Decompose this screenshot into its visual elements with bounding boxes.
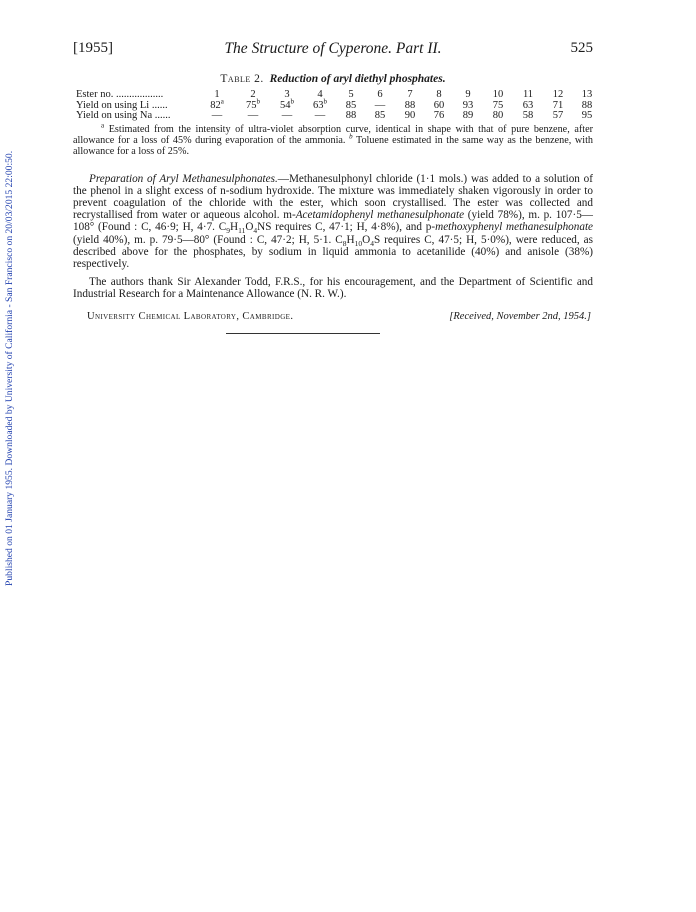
signature-block	[73, 311, 593, 325]
table-cell	[485, 111, 511, 122]
footnote-a-mark: a	[101, 121, 105, 130]
cell-value: 4	[317, 89, 323, 100]
cell-value: 63	[313, 99, 324, 111]
cell-value: —	[281, 110, 293, 121]
header-year: [1955]	[73, 40, 113, 56]
table-cell	[367, 111, 393, 122]
table-cell	[515, 111, 541, 122]
table-title: Reduction of aryl diethyl phosphates.	[269, 73, 446, 85]
text-run: H	[230, 221, 239, 234]
table-cell	[426, 111, 452, 122]
table-cell	[338, 111, 364, 122]
cell-value: 76	[433, 110, 445, 121]
cell-value: 85	[345, 99, 357, 111]
cell-value: 6	[377, 89, 383, 100]
text-run: O	[245, 221, 254, 234]
header-title: The Structure of Cyperone. Part II.	[224, 40, 442, 57]
footnote-mark: b	[256, 97, 260, 105]
cell-value: 12	[552, 89, 564, 100]
table-cell	[574, 111, 600, 122]
cell-value: 80	[492, 110, 504, 121]
footnote-b-mark: b	[349, 132, 353, 141]
text-run: O	[362, 233, 371, 246]
row-label: Ester no. ..................	[76, 89, 164, 100]
text-run: S requires C, 47·5; H, 5·0%), were reduced, as described above for the phosphates, by sodium in liquid ammonia to acetanilide (40%) and anisole (38%) respectively.	[73, 233, 593, 270]
table-cell	[240, 111, 266, 122]
subscript: 4	[370, 238, 374, 248]
table-row	[73, 90, 593, 101]
cell-value: 7	[407, 89, 413, 100]
table-cell	[204, 111, 230, 122]
row-label: Yield on using Na ......	[76, 110, 171, 121]
table-footnotes	[73, 121, 594, 157]
cell-value: 57	[552, 110, 564, 121]
cell-value: 75	[492, 99, 504, 111]
text-run: —Methanesulphonyl chloride (1·1 mols.) was added to a solution of the phenol in a slight excess of n-sodium hydroxide. The mixture was immediately shaken vigorously in order to prevent coagulation of the chloride with the ester, which soon crystallised. The ester was collected and recrystallised from water or aqueous alcohol. m-	[73, 172, 593, 222]
cell-value: 88	[404, 99, 416, 111]
row-label: Yield on using Li ......	[76, 99, 168, 111]
cell-value: 63	[522, 99, 534, 111]
cell-value: 88	[345, 110, 357, 121]
cell-value: —	[247, 110, 259, 121]
table-row	[73, 111, 593, 122]
cell-value: 1	[214, 89, 220, 100]
cell-value: —	[374, 99, 386, 111]
subscript: 11	[238, 226, 246, 236]
subscript: 10	[354, 238, 363, 248]
cell-value: 60	[433, 99, 445, 111]
received-date: [Received, November 2nd, 1954.]	[449, 310, 591, 322]
cell-value: 90	[404, 110, 416, 121]
cell-value: 2	[250, 89, 256, 100]
cell-value: 85	[374, 110, 386, 121]
subscript: 8	[342, 238, 347, 248]
footnote-a: Estimated from the intensity of ultra-violet absorption curve, identical in shape with that of pure benzene, after allowance for a loss of 45% during evaporation of the ammonia.	[73, 123, 593, 146]
text-run: NS requires C, 47·1; H, 4·8%), and p-	[257, 221, 436, 234]
footnote-mark: b	[290, 97, 294, 105]
paragraph-methanesulphonates	[73, 173, 593, 271]
cell-value: 3	[284, 89, 290, 100]
cell-value: 75	[246, 99, 257, 111]
cell-value: —	[314, 110, 326, 121]
cell-value: 71	[552, 99, 564, 111]
cell-value: 88	[581, 99, 593, 111]
download-watermark: Published on 01 January 1955. Downloaded by University of California - San Francisco on 20/03/2015 22:00:50.	[4, 150, 15, 586]
cell-value: 82	[210, 99, 221, 111]
table-cell	[397, 111, 423, 122]
cell-value: 89	[462, 110, 474, 121]
paragraph-acknowledgements: The authors thank Sir Alexander Todd, F.R.S., for his encouragement, and the Department of Scientific and Industrial Research for a Maintenance Allowance (N. R. W.).	[73, 276, 593, 301]
subscript: 9	[226, 226, 230, 236]
end-rule	[226, 333, 380, 334]
cell-value: 58	[522, 110, 534, 121]
cell-value: 13	[581, 89, 593, 100]
page-content	[73, 40, 593, 334]
table-label: Table 2.	[220, 73, 264, 85]
cell-value: 54	[280, 99, 291, 111]
body-text	[73, 173, 593, 301]
cell-value: —	[211, 110, 223, 121]
text-run: H	[346, 233, 355, 246]
affiliation: University Chemical Laboratory, Cambridge.	[87, 310, 294, 322]
footnote-mark: b	[323, 97, 327, 105]
cell-value: 95	[581, 110, 593, 121]
running-header	[73, 40, 593, 62]
cell-value: 10	[492, 89, 504, 100]
footnote-mark: a	[220, 97, 224, 105]
table-cell	[545, 111, 571, 122]
text-run: (yield 40%), m. p. 79·5—80° (Found : C, 47·2; H, 5·1. C	[73, 233, 343, 246]
cell-value: 9	[465, 89, 471, 100]
cell-value: 5	[348, 89, 354, 100]
cell-value: 8	[436, 89, 442, 100]
table-caption	[73, 73, 593, 85]
section-heading: Preparation of Aryl Methanesulphonates.	[89, 172, 278, 185]
table-cell	[307, 111, 333, 122]
subscript: 4	[253, 226, 258, 236]
cell-value: 93	[462, 99, 474, 111]
compound-name: methoxyphenyl methanesulphonate	[435, 221, 594, 234]
text-run: (yield 78%), m. p. 107·5—108° (Found : C, 46·9; H, 4·7. C	[73, 209, 593, 234]
page-number: 525	[570, 40, 593, 56]
footnote-b: Toluene estimated in the same way as the benzene, with allowance for a loss of 25%.	[73, 134, 594, 157]
cell-value: 11	[522, 89, 534, 100]
yield-table	[73, 90, 593, 122]
table-cell	[455, 111, 481, 122]
table-cell	[274, 111, 300, 122]
compound-name: Acetamidophenyl methanesulphonate	[295, 209, 465, 222]
